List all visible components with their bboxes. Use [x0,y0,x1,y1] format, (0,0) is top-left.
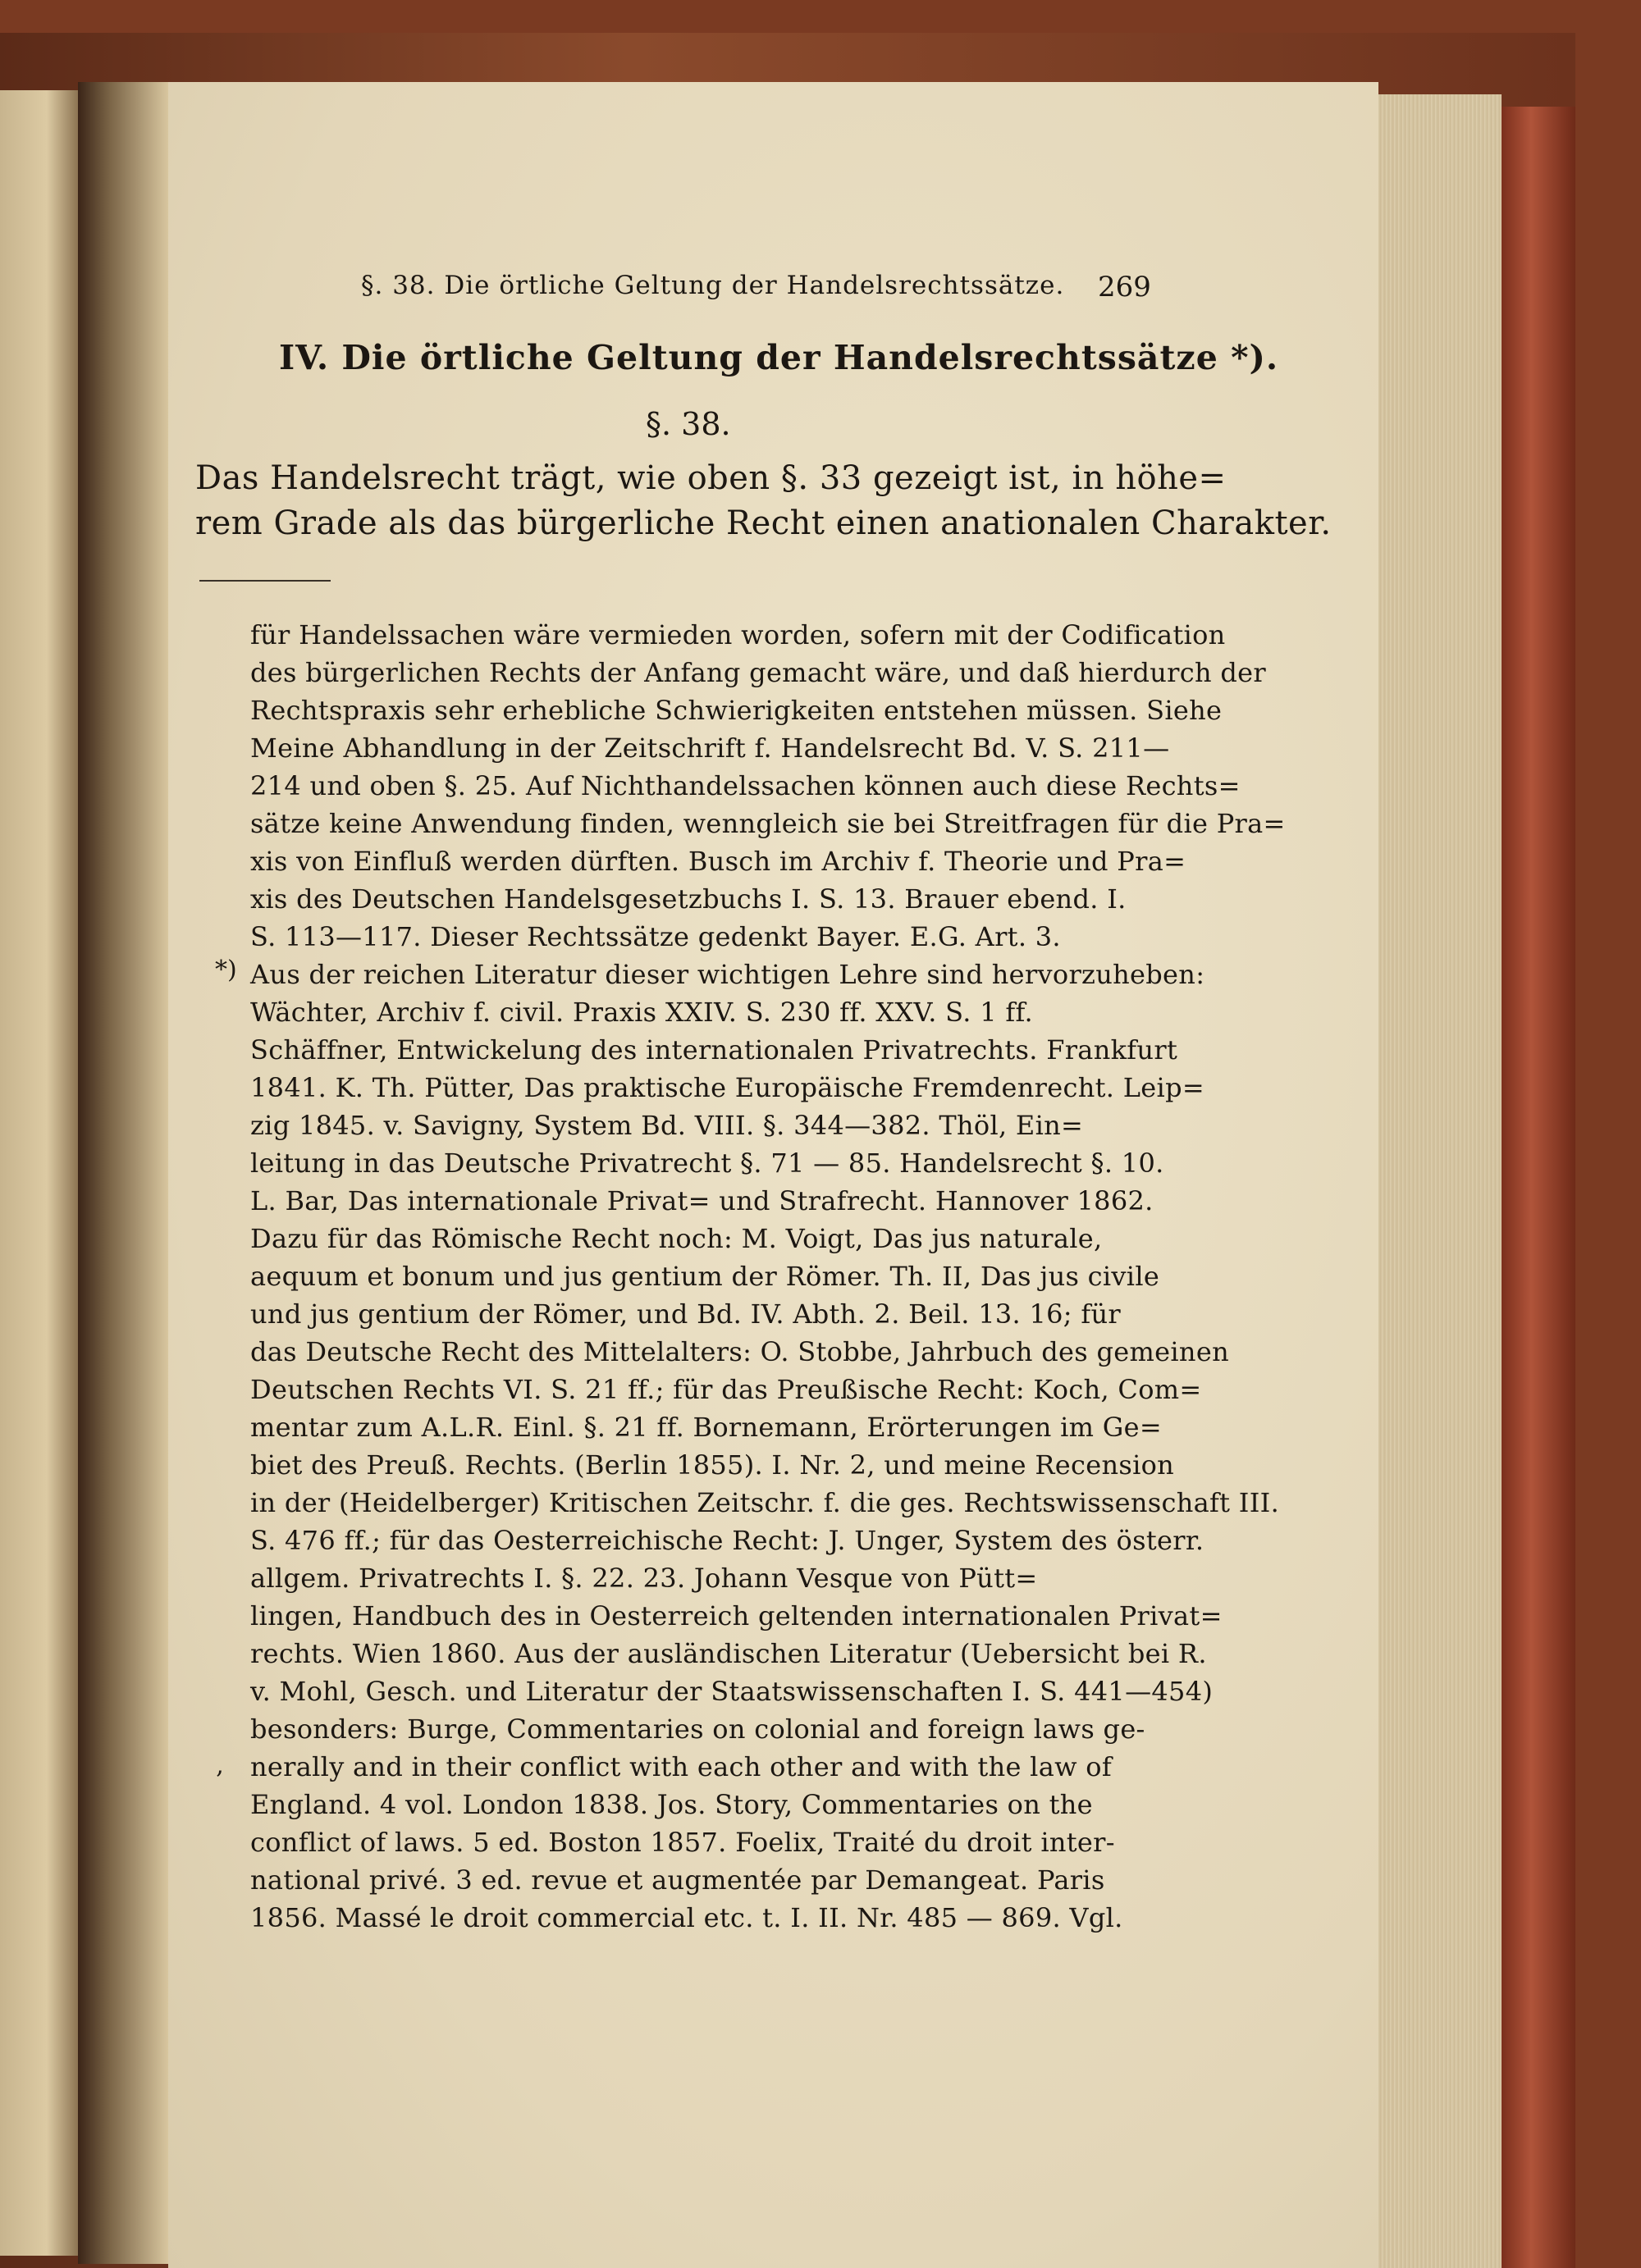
footnote-line: Aus der reichen Literatur dieser wichtigen Lehre sind hervorzuheben: [250,959,1205,990]
footnote-line: zig 1845. v. Savigny, System Bd. VIII. §. 344—382. Thöl, Ein= [250,1110,1084,1141]
footnote-line: nerally and in their conflict with each other and with the law of [250,1751,1112,1782]
footnote-marker: *) [215,956,237,984]
left-page-edge [0,90,78,2256]
footnote-line: England. 4 vol. London 1838. Jos. Story, Commentaries on the [250,1789,1093,1820]
footnote-line: 214 und oben §. 25. Auf Nichthandelssachen können auch diese Rechts= [250,770,1241,801]
footnote-line: Meine Abhandlung in der Zeitschrift f. Handelsrecht Bd. V. S. 211— [250,732,1170,764]
footnote-line: Rechtspraxis sehr erhebliche Schwierigkeiten entstehen müssen. Siehe [250,695,1223,726]
footnote-line: und jus gentium der Römer, und Bd. IV. Abth. 2. Beil. 13. 16; für [250,1298,1121,1330]
body-line: Das Handelsrecht trägt, wie oben §. 33 gezeigt ist, in höhe= [195,459,1227,497]
margin-mark: ‚ [216,1751,224,1780]
footnote-line: Schäffner, Entwickelung des internationalen Privatrechts. Frankfurt [250,1034,1178,1066]
footnote-line: conflict of laws. 5 ed. Boston 1857. Foelix, Traité du droit inter- [250,1827,1115,1858]
footnote-line: xis des Deutschen Handelsgesetzbuchs I. S. 13. Brauer ebend. I. [250,883,1127,915]
footnote-line: das Deutsche Recht des Mittelalters: O. Stobbe, Jahrbuch des gemeinen [250,1336,1229,1367]
footnote-line: leitung in das Deutsche Privatrecht §. 71 — 85. Handelsrecht §. 10. [250,1148,1164,1179]
footnote-line: in der (Heidelberger) Kritischen Zeitschr. f. die ges. Rechtswissenschaft III. [250,1487,1280,1518]
footnote-rule [199,580,331,582]
footnote-line: national privé. 3 ed. revue et augmentée par Demangeat. Paris [250,1864,1105,1896]
book-gutter [78,82,168,2264]
footnote-line: Dazu für das Römische Recht noch: M. Voigt, Das jus naturale, [250,1223,1103,1254]
footnote-line: S. 476 ff.; für das Oesterreichische Recht: J. Unger, System des österr. [250,1525,1204,1556]
section-title: IV. Die örtliche Geltung der Handelsrechtssätze *). [279,338,1279,377]
footnote-line: Deutschen Rechts VI. S. 21 ff.; für das Preußische Recht: Koch, Com= [250,1374,1202,1405]
body-line: rem Grade als das bürgerliche Recht einen anationalen Charakter. [195,504,1332,542]
page-number: 269 [1098,271,1151,303]
footnote-line: Wächter, Archiv f. civil. Praxis XXIV. S. 230 ff. XXV. S. 1 ff. [250,997,1033,1028]
footnote-line: für Handelssachen wäre vermieden worden, sofern mit der Codification [250,619,1226,650]
footnote-line: xis von Einfluß werden dürften. Busch im Archiv f. Theorie und Pra= [250,846,1186,877]
footnote-line: aequum et bonum und jus gentium der Römer. Th. II, Das jus civile [250,1261,1160,1292]
footnote-line: 1856. Massé le droit commercial etc. t. I. II. Nr. 485 — 869. Vgl. [250,1902,1123,1933]
footnote-line: sätze keine Anwendung finden, wenngleich sie bei Streitfragen für die Pra= [250,808,1286,839]
page-block-edges [1378,94,1502,2268]
footnote-line: besonders: Burge, Commentaries on colonial and foreign laws ge- [250,1714,1145,1745]
footnote-line: S. 113—117. Dieser Rechtssätze gedenkt Bayer. E.G. Art. 3. [250,921,1061,952]
footnote-line: biet des Preuß. Rechts. (Berlin 1855). I. Nr. 2, und meine Recension [250,1449,1175,1481]
footnote-line: allgem. Privatrechts I. §. 22. 23. Johann Vesque von Pütt= [250,1563,1038,1594]
footnote-line: lingen, Handbuch des in Oesterreich geltenden internationalen Privat= [250,1600,1223,1631]
footnote-line: mentar zum A.L.R. Einl. §. 21 ff. Bornemann, Erörterungen im Ge= [250,1412,1162,1443]
footnote-line: des bürgerlichen Rechts der Anfang gemacht wäre, und daß hierdurch der [250,657,1266,688]
section-number: §. 38. [646,406,731,442]
footnote-line: L. Bar, Das internationale Privat= und Strafrecht. Hannover 1862. [250,1185,1154,1216]
running-head: §. 38. Die örtliche Geltung der Handelsrechtssätze. [361,271,1065,300]
footnote-line: rechts. Wien 1860. Aus der ausländischen Literatur (Uebersicht bei R. [250,1638,1207,1669]
footnote-line: v. Mohl, Gesch. und Literatur der Staatswissenschaften I. S. 441—454) [250,1676,1214,1707]
footnote-line: 1841. K. Th. Pütter, Das praktische Europäische Fremdenrecht. Leip= [250,1072,1204,1103]
book-spine [1502,107,1575,2268]
